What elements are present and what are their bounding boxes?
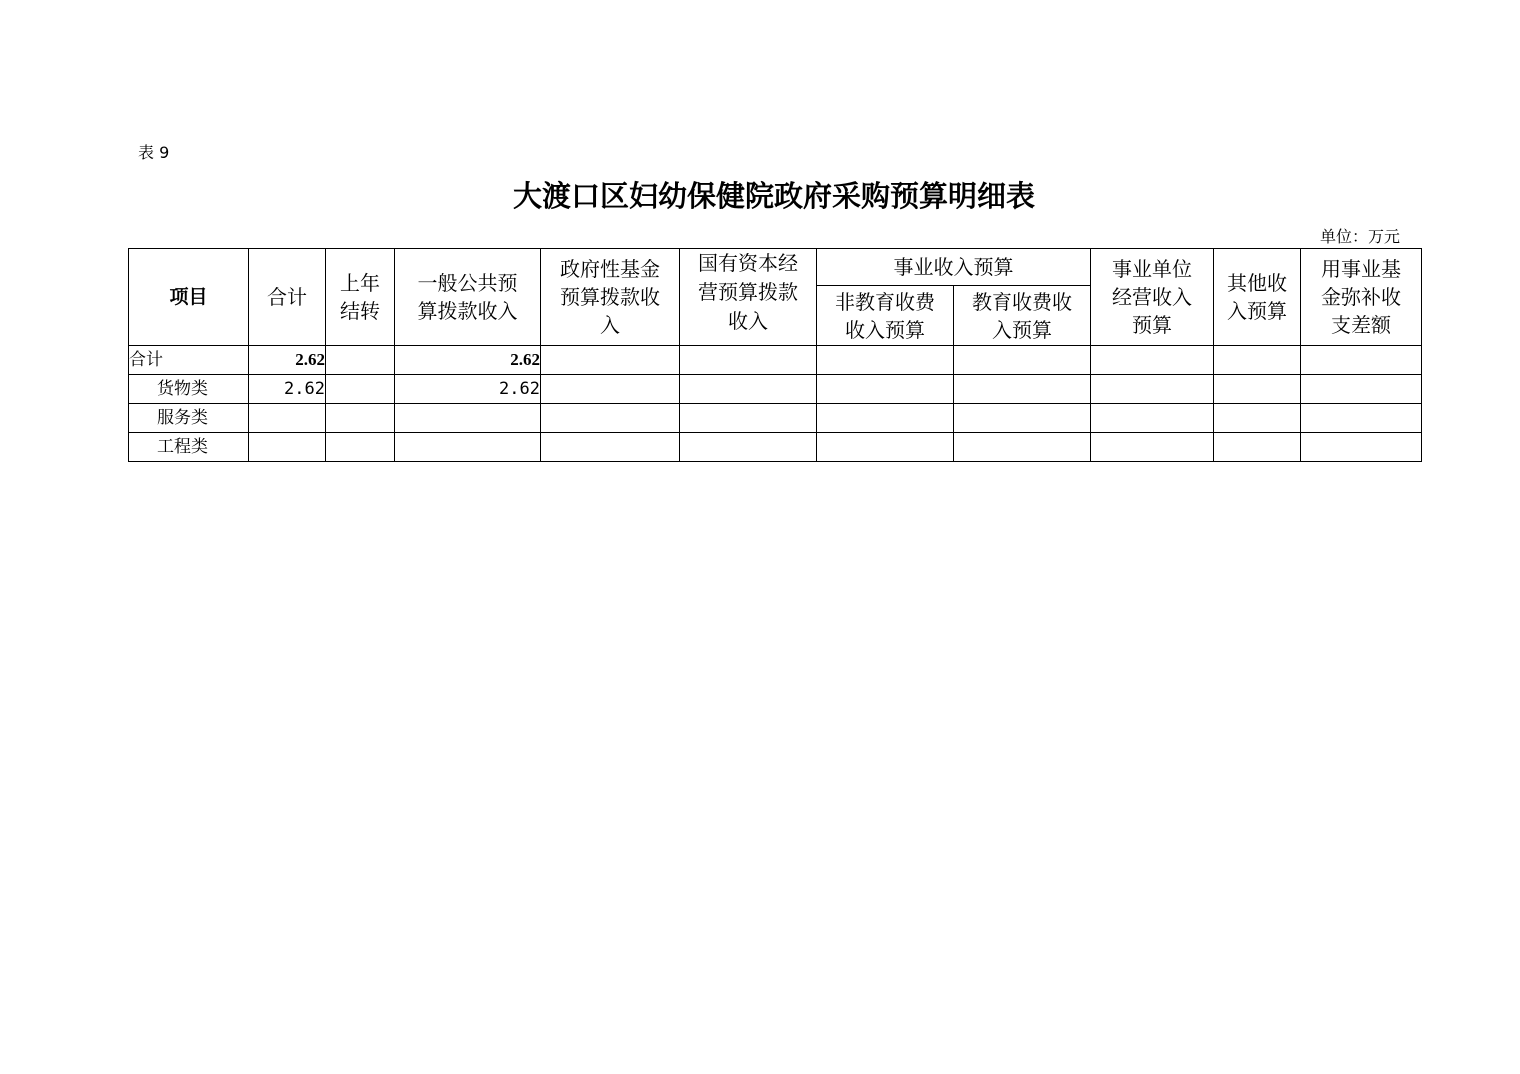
table-row-services — [129, 404, 1422, 433]
cell-total — [249, 404, 326, 433]
cell-other-income — [1214, 433, 1301, 462]
header-non-edu-fee: 非教育收费收入预算 — [817, 286, 954, 346]
header-gov-fund-text: 政府性基金预算拨款收入 — [560, 257, 660, 337]
cell-other-income — [1214, 404, 1301, 433]
header-state-capital: 国有资本经营预算拨款收入 — [680, 249, 817, 346]
cell-state-capital — [680, 375, 817, 404]
cell-gov-fund — [541, 375, 680, 404]
unit-label: 单位：万元 — [1319, 227, 1400, 246]
table-number: 表 9 — [138, 143, 170, 162]
cell-other-income — [1214, 375, 1301, 404]
cell-total: 2.62 — [249, 375, 326, 404]
header-edu-fee: 教育收费收入预算 — [954, 286, 1091, 346]
cell-non-edu-fee — [817, 404, 954, 433]
row-item: 货物类 — [129, 375, 249, 404]
cell-general-public — [395, 404, 541, 433]
cell-general-public: 2.62 — [395, 375, 541, 404]
header-item: 项目 — [129, 249, 249, 346]
cell-carryover — [326, 375, 395, 404]
cell-non-edu-fee — [817, 346, 954, 375]
table-header — [129, 249, 1422, 346]
cell-other-income — [1214, 346, 1301, 375]
cell-edu-fee — [954, 375, 1091, 404]
cell-fund-balance — [1301, 433, 1422, 462]
header-total: 合计 — [249, 249, 326, 346]
cell-gov-fund — [541, 433, 680, 462]
cell-operating-income — [1091, 433, 1214, 462]
cell-total — [249, 433, 326, 462]
table-body — [129, 346, 1422, 462]
table-row-engineering — [129, 433, 1422, 462]
row-item: 服务类 — [129, 404, 249, 433]
header-other-income: 其他收入预算 — [1214, 249, 1301, 346]
cell-fund-balance — [1301, 404, 1422, 433]
cell-general-public — [395, 433, 541, 462]
cell-carryover — [326, 433, 395, 462]
cell-edu-fee — [954, 433, 1091, 462]
cell-edu-fee — [954, 404, 1091, 433]
cell-non-edu-fee — [817, 375, 954, 404]
procurement-budget-table — [128, 248, 1422, 462]
cell-gov-fund — [541, 404, 680, 433]
row-item: 合计 — [129, 346, 249, 375]
header-gov-fund — [541, 249, 680, 346]
cell-fund-balance — [1301, 346, 1422, 375]
cell-gov-fund — [541, 346, 680, 375]
cell-operating-income — [1091, 404, 1214, 433]
header-carryover: 上年结转 — [326, 249, 395, 346]
header-fund-balance: 用事业基金弥补收支差额 — [1301, 249, 1422, 346]
cell-state-capital — [680, 346, 817, 375]
cell-general-public: 2.62 — [395, 346, 541, 375]
cell-operating-income — [1091, 346, 1214, 375]
cell-carryover — [326, 404, 395, 433]
cell-carryover — [326, 346, 395, 375]
table-row-total — [129, 346, 1422, 375]
cell-fund-balance — [1301, 375, 1422, 404]
header-operating-income: 事业单位经营收入预算 — [1091, 249, 1214, 346]
cell-state-capital — [680, 404, 817, 433]
page-title: 大渡口区妇幼保健院政府采购预算明细表 — [512, 179, 1035, 213]
cell-total: 2.62 — [249, 346, 326, 375]
header-business-income: 事业收入预算 — [817, 249, 1091, 286]
row-item: 工程类 — [129, 433, 249, 462]
cell-state-capital — [680, 433, 817, 462]
cell-edu-fee — [954, 346, 1091, 375]
header-general-public: 一般公共预算拨款收入 — [395, 249, 541, 346]
table-row-goods — [129, 375, 1422, 404]
cell-operating-income — [1091, 375, 1214, 404]
cell-non-edu-fee — [817, 433, 954, 462]
